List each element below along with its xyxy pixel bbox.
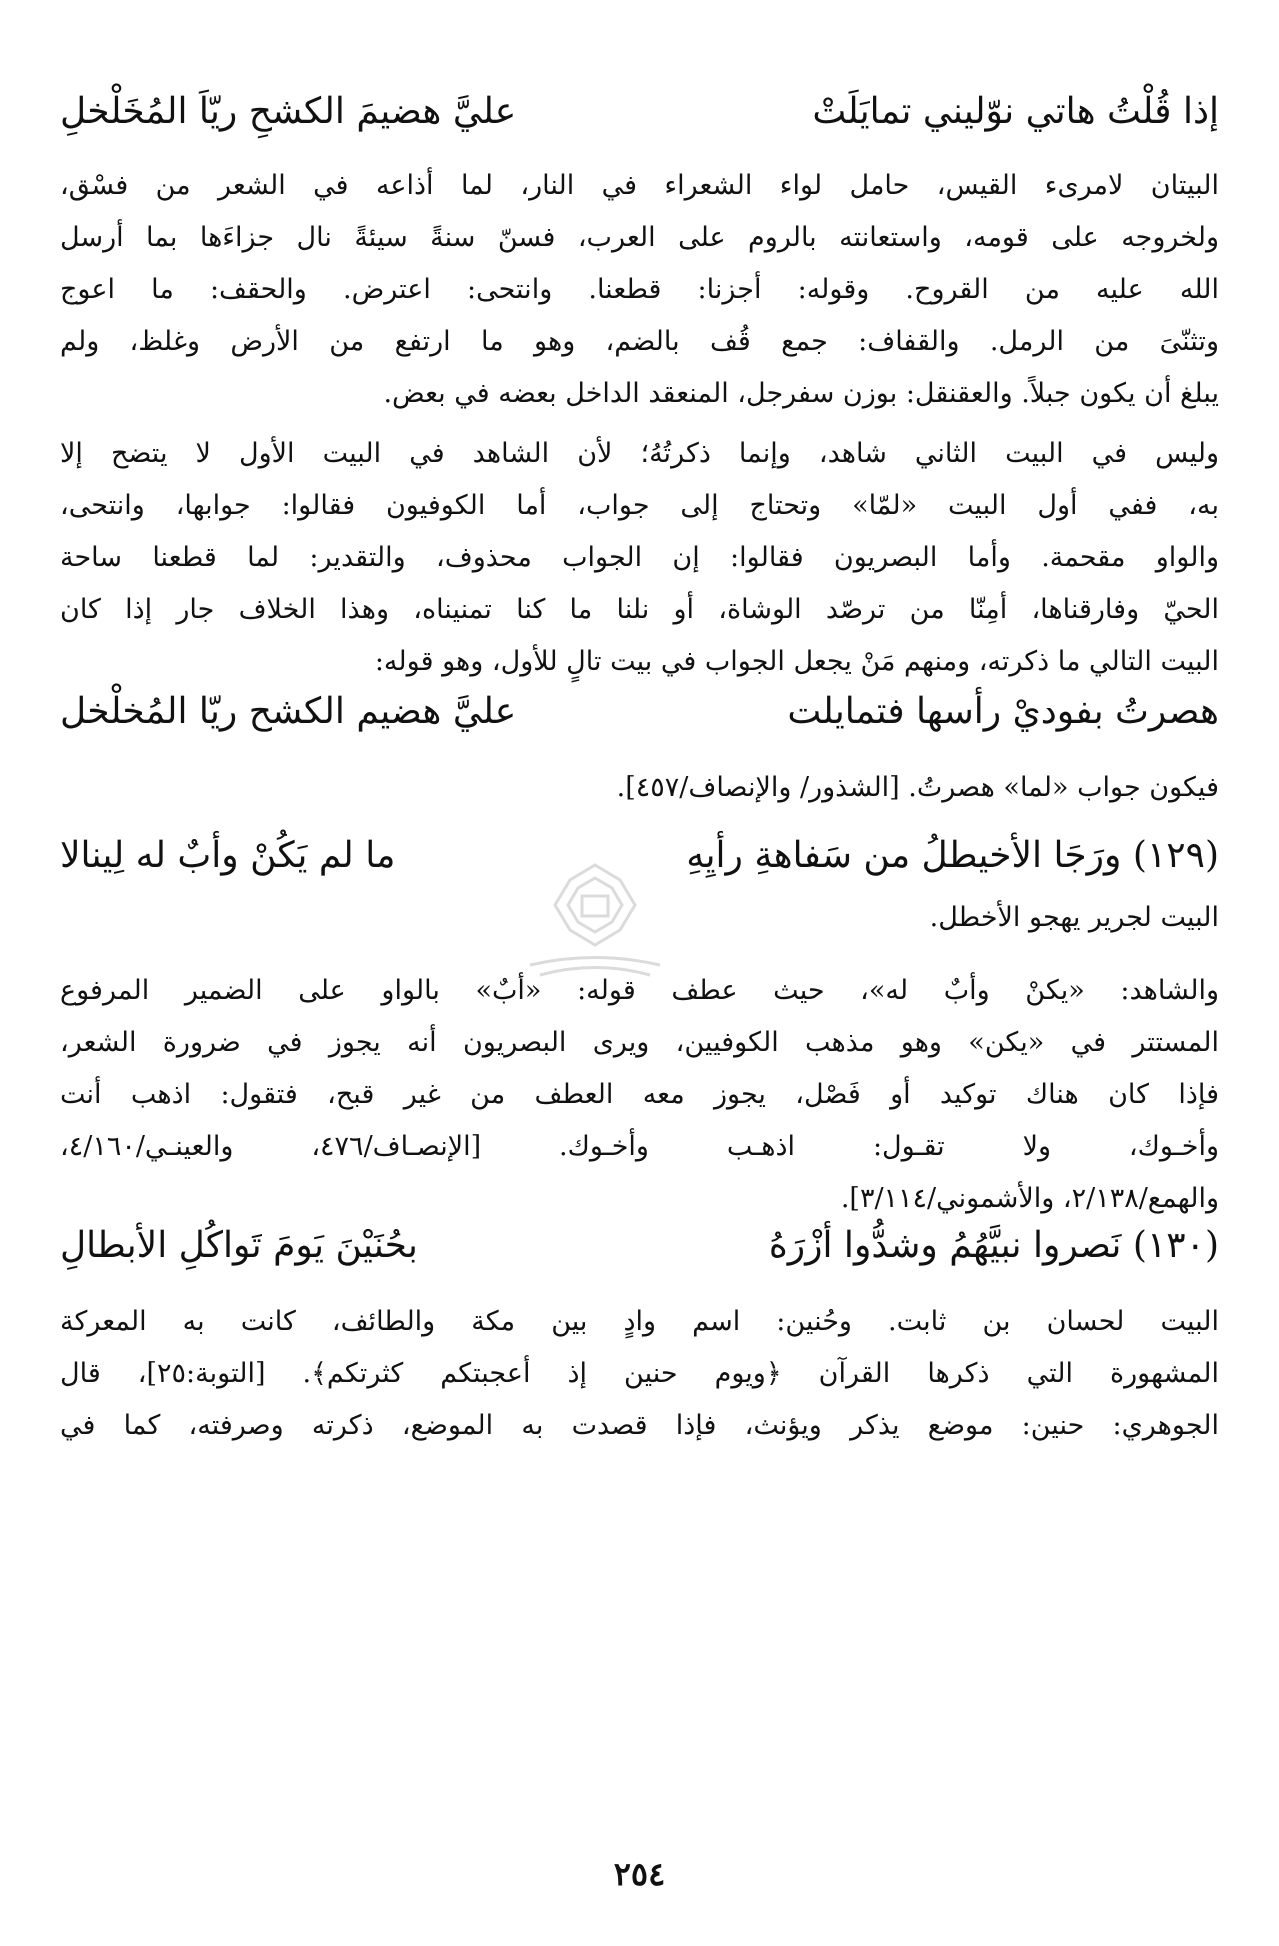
verse-1 xyxy=(60,88,1219,136)
paragraph-line: المشهورة التي ذكرها القرآن ﴿ويوم حنين إذ أعجبتكم كثرتكم﴾. [التوبة:٢٥]، قال xyxy=(60,1358,1219,1389)
paragraph-line: وتثنّىَ من الرمل. والقفاف: جمع قُف بالضم، وهو ما ارتفع من الأرض وغلظ، ولم xyxy=(60,326,1219,357)
paragraph-line: والهمع/٢/١٣٨، والأشموني/٣/١١٤]. xyxy=(840,1183,1219,1214)
paragraph-line: وأخـوك، ولا تقـول: اذهـب وأخـوك. [الإنصـاف/٤٧٦، والعينـي/٤/١٦٠، xyxy=(60,1131,1219,1162)
paragraph-line: يبلغ أن يكون جبلاً. والعقنقل: بوزن سفرجل، المنعقد الداخل بعضه في بعض. xyxy=(383,378,1219,409)
paragraph-5 xyxy=(60,965,1219,1225)
verse-1-first-hemistich: إذا قُلْتُ هاتي نوّليني تمايَلَتْ xyxy=(812,91,1219,132)
paragraph-line: المستتر في «يكن» وهو مذهب الكوفيين، ويرى البصريون أنه يجوز في ضرورة الشعر، xyxy=(60,1027,1219,1058)
verse-3-first-hemistich: (١٢٩) ورَجَا الأخيطلُ من سَفاهةِ رأيِهِ xyxy=(686,835,1219,876)
verse-2-first-hemistich: هصرتُ بفوديْ رأسها فتمايلت xyxy=(787,691,1219,732)
verse-3-second-hemistich: ما لم يَكُنْ وأبٌ له لِينالا xyxy=(60,835,396,876)
paragraph-line: الله عليه من القروح. وقوله: أجزنا: قطعنا. وانتحى: اعترض. والحقف: ما اعوج xyxy=(60,274,1219,305)
verse-4-first-hemistich: (١٣٠) نَصروا نبيَّهُمُ وشدُّوا أزْرَهُ xyxy=(768,1225,1219,1266)
paragraph-line: والشاهد: «يكنْ وأبٌ له»، حيث عطف قوله: «أبٌ» بالواو على الضمير المرفوع xyxy=(60,975,1219,1006)
verse-1-second-hemistich: عليَّ هضيمَ الكشحِ ريّاَ المُخَلْخلِ xyxy=(60,91,517,132)
paragraph-line: فيكون جواب «لما» هصرتُ. [الشذور/ والإنصاف/٤٥٧]. xyxy=(616,772,1219,803)
paragraph-line: الجوهري: حنين: موضع يذكر ويؤنث، فإذا قصدت به الموضع، ذكرته وصرفته، كما في xyxy=(60,1410,1219,1441)
paragraph-line: الحيّ وفارقناها، أمِنّا من ترصّد الوشاة، أو نلنا ما كنا تمنيناه، وهذا الخلاف جار إذا كان xyxy=(60,594,1219,625)
verse-2-second-hemistich: عليَّ هضيم الكشح ريّا المُخلْخل xyxy=(60,691,517,732)
paragraph-line: ولخروجه على قومه، واستعانته بالروم على العرب، فسنّ سنةً سيئةً نال جزاءَها بما أرسل xyxy=(60,222,1219,253)
paragraph-4 xyxy=(60,892,1219,944)
verse-4 xyxy=(60,1222,1219,1270)
paragraph-line: وليس في البيت الثاني شاهد، وإنما ذكرتُهُ؛ لأن الشاهد في البيت الأول لا يتضح إلا xyxy=(60,438,1219,469)
paragraph-line: والواو مقحمة. وأما البصريون فقالوا: إن الجواب محذوف، والتقدير: لما قطعنا ساحة xyxy=(60,542,1219,573)
verse-3 xyxy=(60,832,1219,880)
page-number: ٢٥٤ xyxy=(613,1855,666,1893)
paragraph-line: به، ففي أول البيت «لمّا» وتحتاج إلى جواب، أما الكوفيون فقالوا: جوابها، وانتحى، xyxy=(60,490,1219,521)
paragraph-3 xyxy=(60,762,1219,814)
paragraph-6 xyxy=(60,1296,1219,1452)
paragraph-line: البيت التالي ما ذكرته، ومنهم مَنْ يجعل الجواب في بيت تالٍ للأول، وهو قوله: xyxy=(374,646,1219,677)
paragraph-line: البيت لجرير يهجو الأخطل. xyxy=(929,902,1219,933)
paragraph-line: فإذا كان هناك توكيد أو فَصْل، يجوز معه العطف من غير قبح، فتقول: اذهب أنت xyxy=(60,1079,1219,1110)
paragraph-2 xyxy=(60,428,1219,688)
paragraph-1 xyxy=(60,160,1219,420)
paragraph-line: البيت لحسان بن ثابت. وحُنين: اسم وادٍ بين مكة والطائف، كانت به المعركة xyxy=(60,1306,1219,1337)
paragraph-line: البيتان لامرىء القيس، حامل لواء الشعراء في النار، لما أذاعه في الشعر من فسْق، xyxy=(60,170,1219,201)
verse-2 xyxy=(60,688,1219,736)
verse-4-second-hemistich: بحُنَيْنَ يَومَ تَواكُلِ الأبطالِ xyxy=(60,1225,418,1266)
